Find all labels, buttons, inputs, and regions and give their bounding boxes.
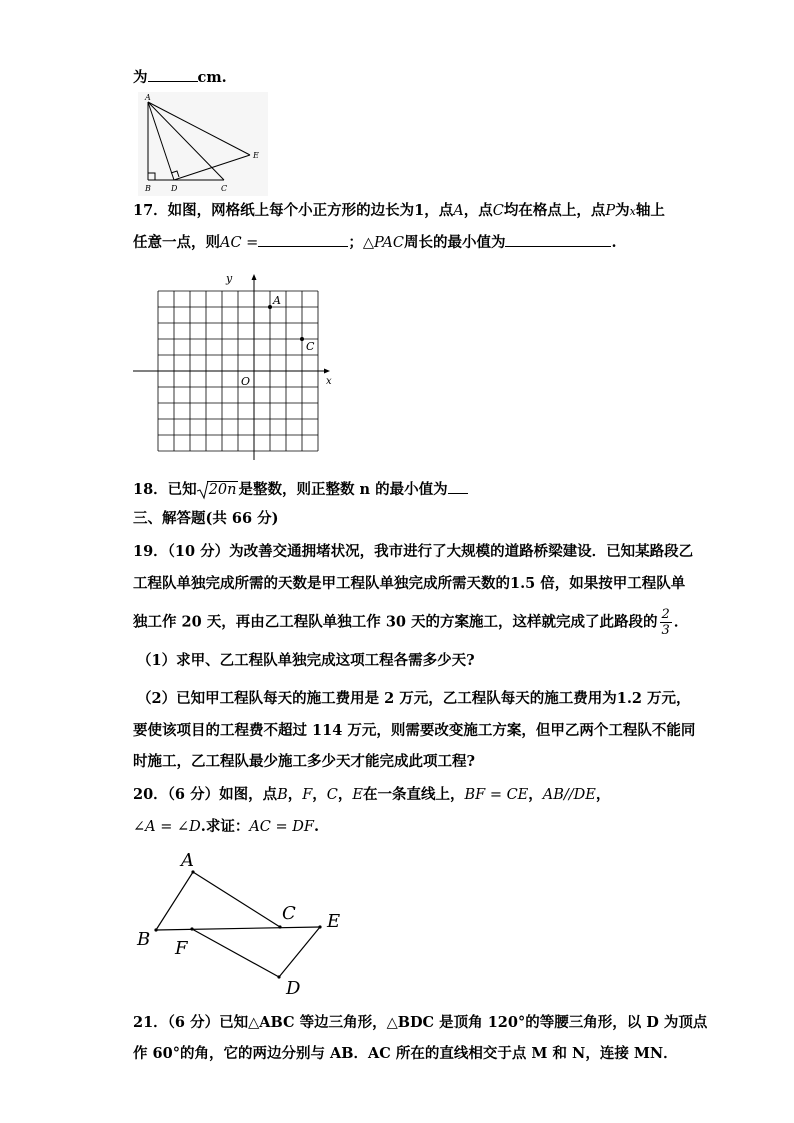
y-axis-arrow bbox=[252, 274, 257, 280]
label-f: F bbox=[175, 938, 188, 959]
label-d: D bbox=[171, 184, 178, 193]
q17-point-a: A bbox=[453, 203, 464, 219]
segment-be bbox=[156, 927, 320, 930]
q19-line3-text: 独工作 20 天，再由乙工程队单独工作 30 天的方案施工，这样就完成了此路段的 bbox=[133, 613, 658, 631]
segment-de bbox=[279, 927, 320, 977]
q20-text-1: 20．（6 分）如图，点 bbox=[133, 786, 278, 803]
label-e: E bbox=[327, 911, 341, 932]
label-e: E bbox=[253, 151, 259, 160]
q16-prefix: 为 bbox=[133, 69, 148, 86]
label-c: C bbox=[221, 184, 228, 193]
q17-text-1: 17．如图，网格纸上每个小正方形的边长为1，点 bbox=[133, 202, 454, 219]
q20-cond-parallel: AB//DE bbox=[542, 787, 596, 803]
figure-q20 bbox=[130, 846, 350, 1004]
q20-point-c: C bbox=[326, 787, 338, 803]
point-a-label: A bbox=[273, 294, 281, 307]
q17-text-4: 为 bbox=[615, 202, 630, 219]
q16-tail bbox=[133, 66, 227, 88]
q19-part2-line1: （2）已知甲工程队每天的施工费用是 2 万元，乙工程队每天的施工费用为1.2 万元， bbox=[137, 690, 691, 707]
q20-point-e: E bbox=[352, 787, 363, 803]
origin-label: O bbox=[241, 375, 251, 388]
q21-line2: 作 60°的角，它的两边分别与 AB．AC 所在的直线相交于点 M 和 N，连接 MN． bbox=[133, 1045, 678, 1062]
point-c-dot bbox=[300, 337, 304, 341]
q18-radicand: 20n bbox=[208, 482, 237, 498]
q19-line2: 工程队单独完成所需的天数是甲工程队单独完成所需天数的1.5 倍，如果按甲工程队单 bbox=[133, 575, 686, 592]
q20-sep-3: ， bbox=[337, 786, 353, 803]
x-axis-arrow bbox=[324, 369, 330, 374]
q20-sep-1: ， bbox=[287, 786, 303, 803]
label-b: B bbox=[145, 184, 151, 193]
segment-ac bbox=[193, 872, 280, 927]
y-axis-label: y bbox=[226, 272, 233, 285]
q19-part2-line2: 要使该项目的工程费不超过 114 万元，则需要改变施工方案，但甲乙两个工程队不能同 bbox=[133, 722, 696, 739]
q17-axis-x: x bbox=[629, 205, 636, 218]
q18-sqrt bbox=[197, 480, 239, 500]
q17-text-2: ，点 bbox=[463, 202, 493, 219]
label-d: D bbox=[286, 978, 301, 999]
q20-prove-label: .求证： bbox=[200, 818, 250, 835]
q17-text-7: ；△ bbox=[348, 234, 374, 251]
q20-sep-4: ， bbox=[528, 786, 543, 803]
q19-fraction bbox=[660, 607, 672, 638]
label-c: C bbox=[282, 903, 296, 924]
q19-line1: 19．（10 分）为改善交通拥堵状况，我市进行了大规模的道路桥梁建设．已知某路段乙 bbox=[133, 543, 694, 560]
q17-pac: PAC bbox=[373, 235, 404, 251]
point-a-dot bbox=[268, 305, 272, 309]
q21-line1: 21．（6 分）已知△ABC 等边三角形，△BDC 是顶角 120°的等腰三角形，以 D 为顶点 bbox=[133, 1014, 708, 1031]
figure-q17-grid bbox=[130, 268, 340, 463]
q20-goal: AC = DF bbox=[249, 819, 314, 835]
point-c-label: C bbox=[306, 340, 315, 353]
q17-text-8: 周长的最小值为 bbox=[403, 234, 506, 251]
q19-part2-line3: 时施工，乙工程队最少施工多少天才能完成此项工程? bbox=[133, 753, 475, 770]
q19-line3 bbox=[133, 607, 688, 638]
q20-line2 bbox=[133, 817, 319, 837]
q17-blank-ac[interactable] bbox=[258, 231, 348, 247]
label-a: A bbox=[145, 93, 151, 102]
q17-line2 bbox=[133, 231, 617, 253]
label-b: B bbox=[137, 929, 151, 950]
q20-cond-angle: ∠A = ∠D bbox=[133, 819, 201, 835]
segment-ba bbox=[156, 872, 193, 930]
q20-end: . bbox=[313, 818, 320, 835]
q18-suffix: 是整数，则正整数 n 的最小值为 bbox=[238, 481, 448, 498]
q17-point-p: P bbox=[605, 203, 616, 219]
q17-blank-perimeter[interactable] bbox=[505, 231, 611, 247]
q19-line3-end: ． bbox=[673, 613, 689, 631]
q20-point-b: B bbox=[277, 787, 288, 803]
x-axis-label: x bbox=[326, 376, 332, 387]
q17-line1 bbox=[133, 201, 665, 222]
q17-text-6: 任意一点，则 bbox=[133, 234, 220, 251]
segment-fd bbox=[192, 929, 279, 977]
q20-text-2: 在一条直线上， bbox=[363, 786, 465, 803]
q20-sep-5: ， bbox=[595, 786, 611, 803]
q18-line bbox=[133, 478, 468, 500]
q18-answer-blank[interactable] bbox=[448, 478, 468, 494]
q19-frac-den: 3 bbox=[661, 623, 670, 638]
q20-cond-bf-ce: BF = CE bbox=[464, 787, 529, 803]
q19-frac-num: 2 bbox=[661, 607, 670, 622]
q16-answer-blank[interactable] bbox=[148, 66, 198, 82]
q17-text-9: . bbox=[611, 234, 617, 251]
q19-part1: （1）求甲、乙工程队单独完成这项工程各需多少天? bbox=[137, 652, 475, 669]
section-3-title: 三、解答题(共 66 分) bbox=[133, 510, 279, 527]
q20-point-f: F bbox=[302, 787, 313, 803]
q16-suffix: cm. bbox=[197, 69, 227, 86]
figure-q16 bbox=[138, 92, 268, 196]
label-a: A bbox=[181, 850, 194, 871]
q17-text-3: 均在格点上，点 bbox=[503, 202, 606, 219]
q20-line1 bbox=[133, 785, 610, 805]
q17-ac-expr: AC = bbox=[220, 235, 259, 251]
q20-sep-2: ， bbox=[312, 786, 327, 803]
q17-point-c: C bbox=[492, 203, 504, 219]
q18-prefix: 18．已知 bbox=[133, 481, 197, 498]
q17-text-5: 轴上 bbox=[635, 202, 665, 219]
